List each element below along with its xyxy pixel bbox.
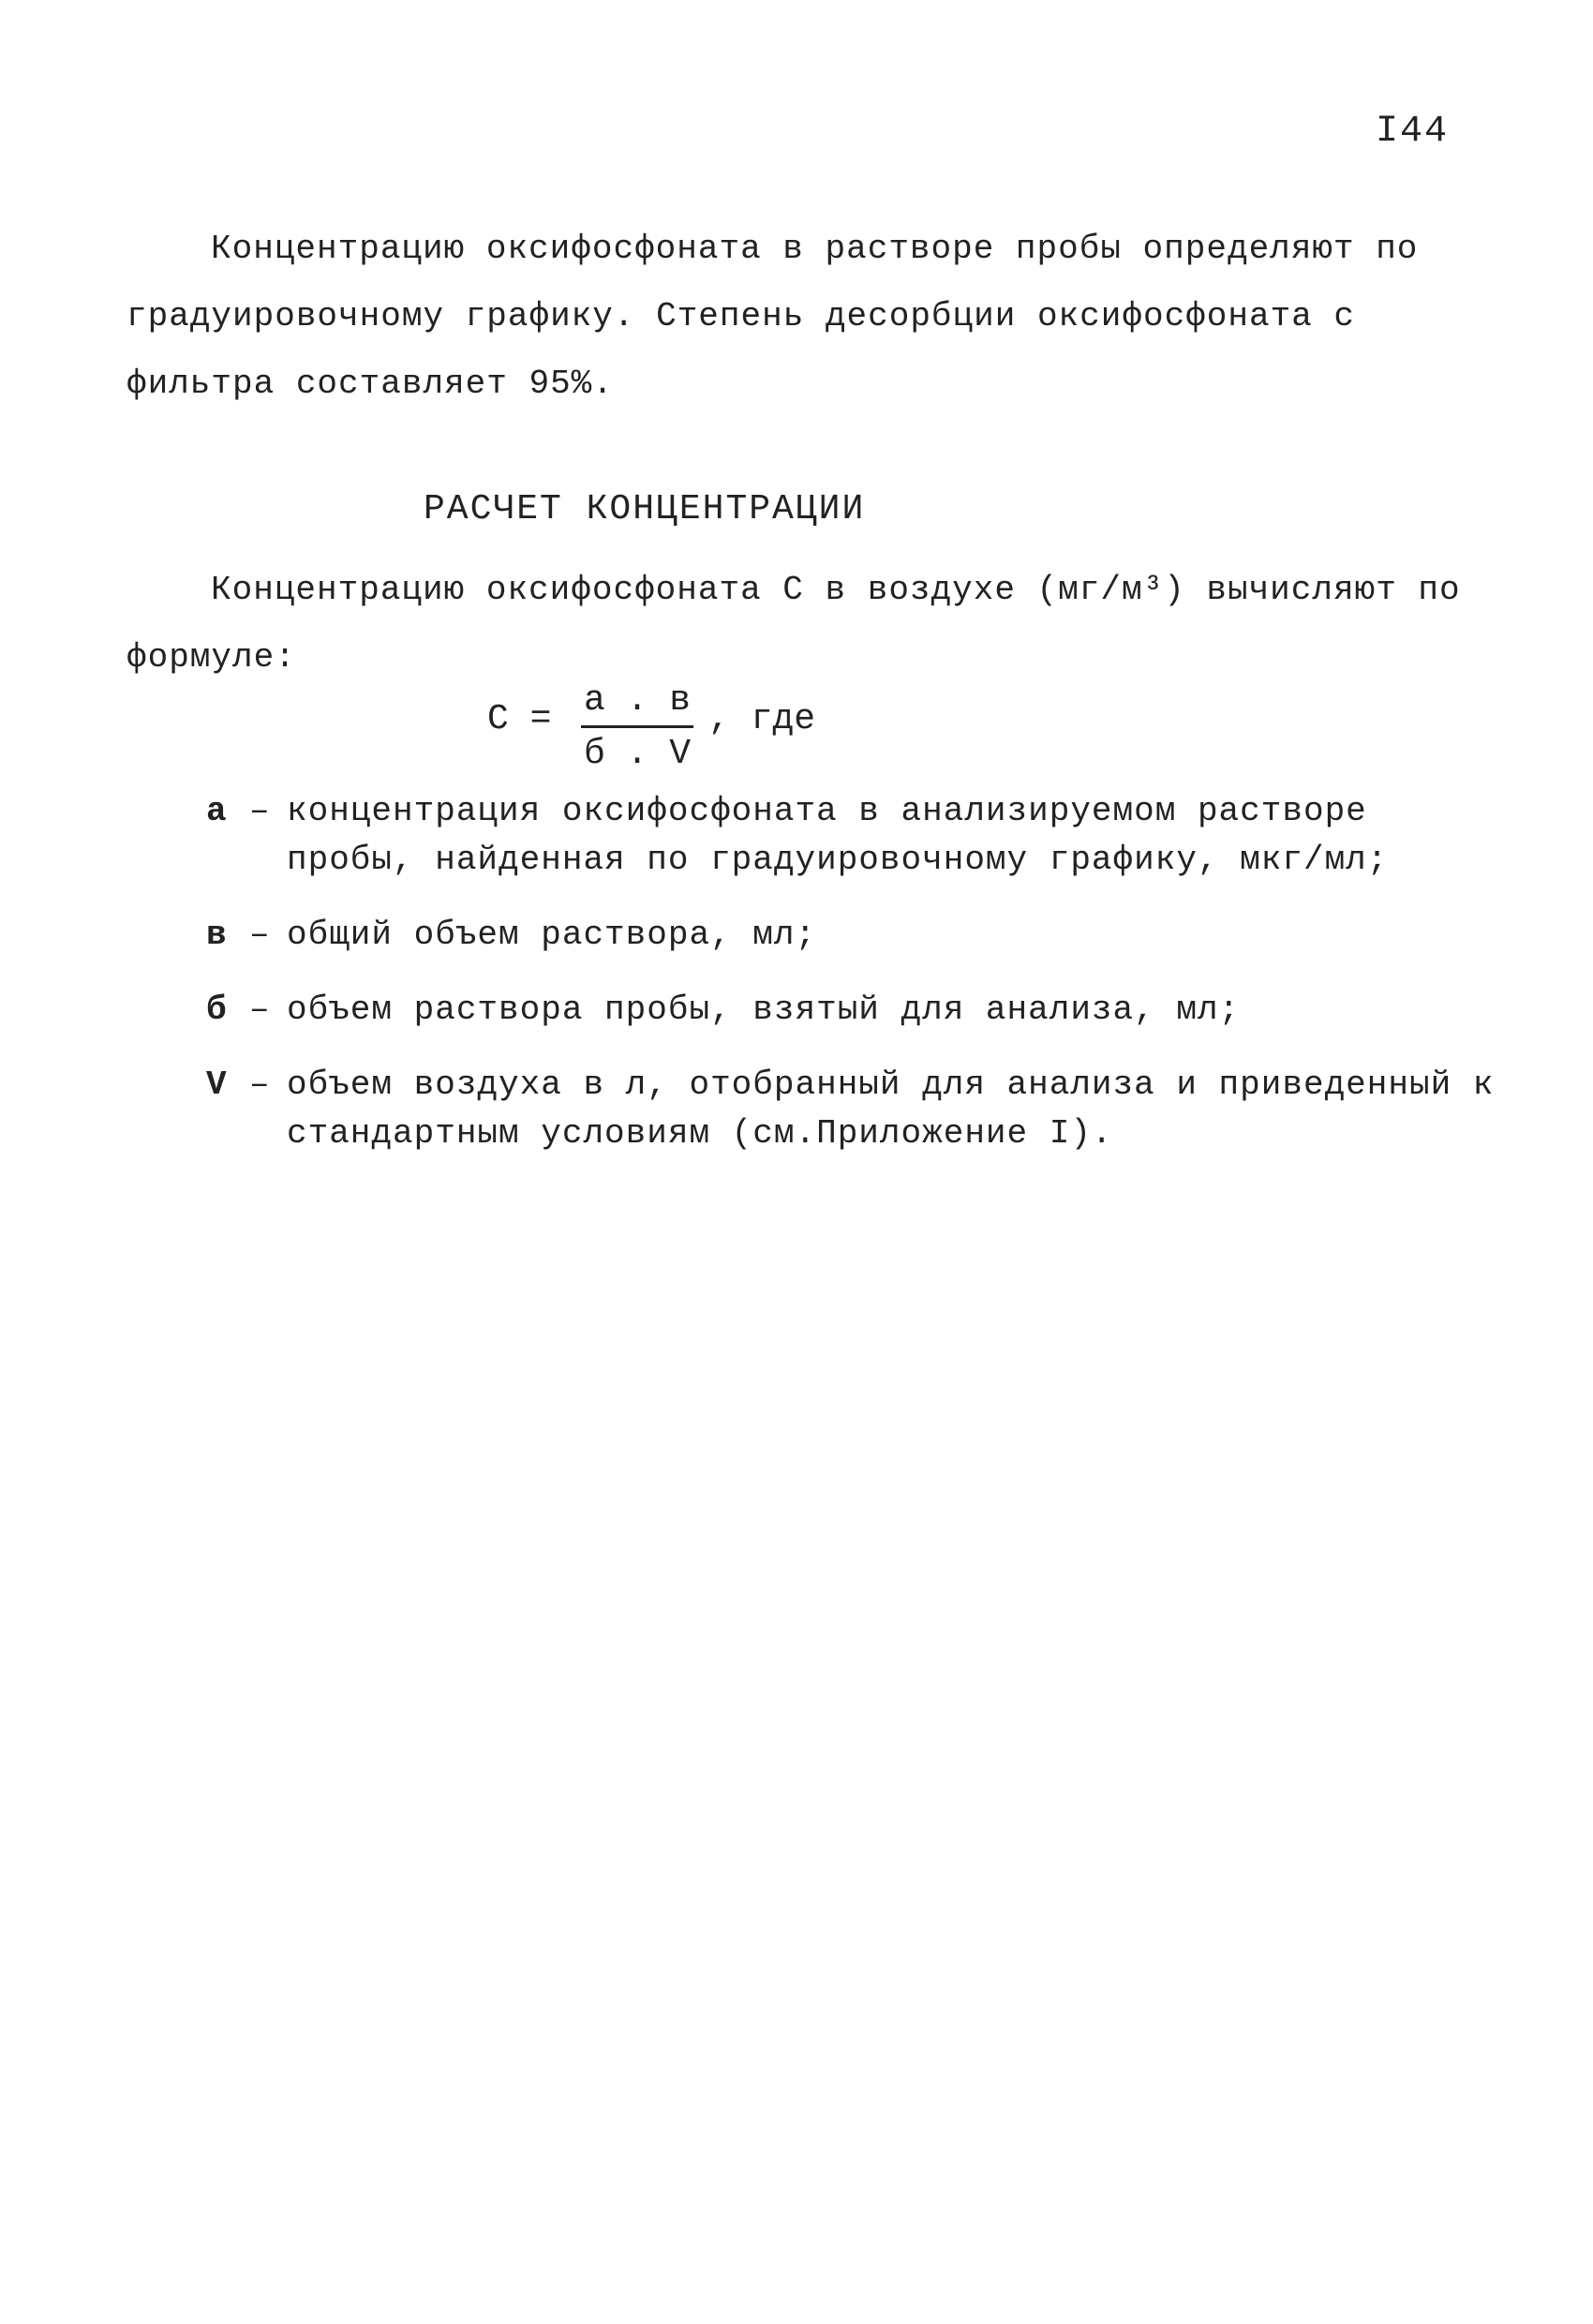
formula-numerator: а . в xyxy=(583,680,692,721)
paragraph-formula-intro: Концентрацию оксифосфоната С в воздухе (мг/м³) вычисляют по формуле: xyxy=(127,571,1461,677)
definition-item xyxy=(206,911,1499,960)
definition-dash: – xyxy=(249,991,271,1029)
definition-symbol: V xyxy=(206,1065,228,1104)
definition-dash: – xyxy=(249,1065,271,1104)
definition-item xyxy=(206,1061,1499,1158)
definition-dash: – xyxy=(249,792,271,830)
definition-text: общий объем раствора, мл; xyxy=(287,916,817,954)
fraction-bar xyxy=(581,725,693,728)
section-heading: РАСЧЕТ КОНЦЕНТРАЦИИ xyxy=(424,489,866,529)
formula-suffix: , где xyxy=(708,699,816,739)
definition-item xyxy=(206,986,1499,1035)
definition-text: объем воздуха в л, отобранный для анализа и приведенный к стандартным условиям (см.Приложение I). xyxy=(287,1065,1495,1153)
definition-symbol: а xyxy=(206,792,228,830)
formula-fraction xyxy=(581,680,693,777)
formula-lhs: С = xyxy=(487,699,552,739)
paragraph-concentration-determination: Концентрацию оксифосфоната в растворе пробы определяют по градуировочному графику. Степень десорбции оксифосфоната с фильтра составляет 95%. xyxy=(127,230,1419,403)
formula-denominator: б . V xyxy=(583,734,692,774)
definition-text: концентрация оксифосфоната в анализируемом растворе пробы, найденная по градуировочному графику, мкг/мл; xyxy=(287,792,1389,879)
definitions-list xyxy=(206,787,1499,1184)
definition-symbol: б xyxy=(206,991,228,1029)
page-number: I44 xyxy=(1376,111,1450,153)
definition-item xyxy=(206,787,1499,885)
definition-text: объем раствора пробы, взятый для анализа, мл; xyxy=(287,991,1241,1029)
definition-symbol: в xyxy=(206,916,228,954)
definition-dash: – xyxy=(249,916,271,954)
